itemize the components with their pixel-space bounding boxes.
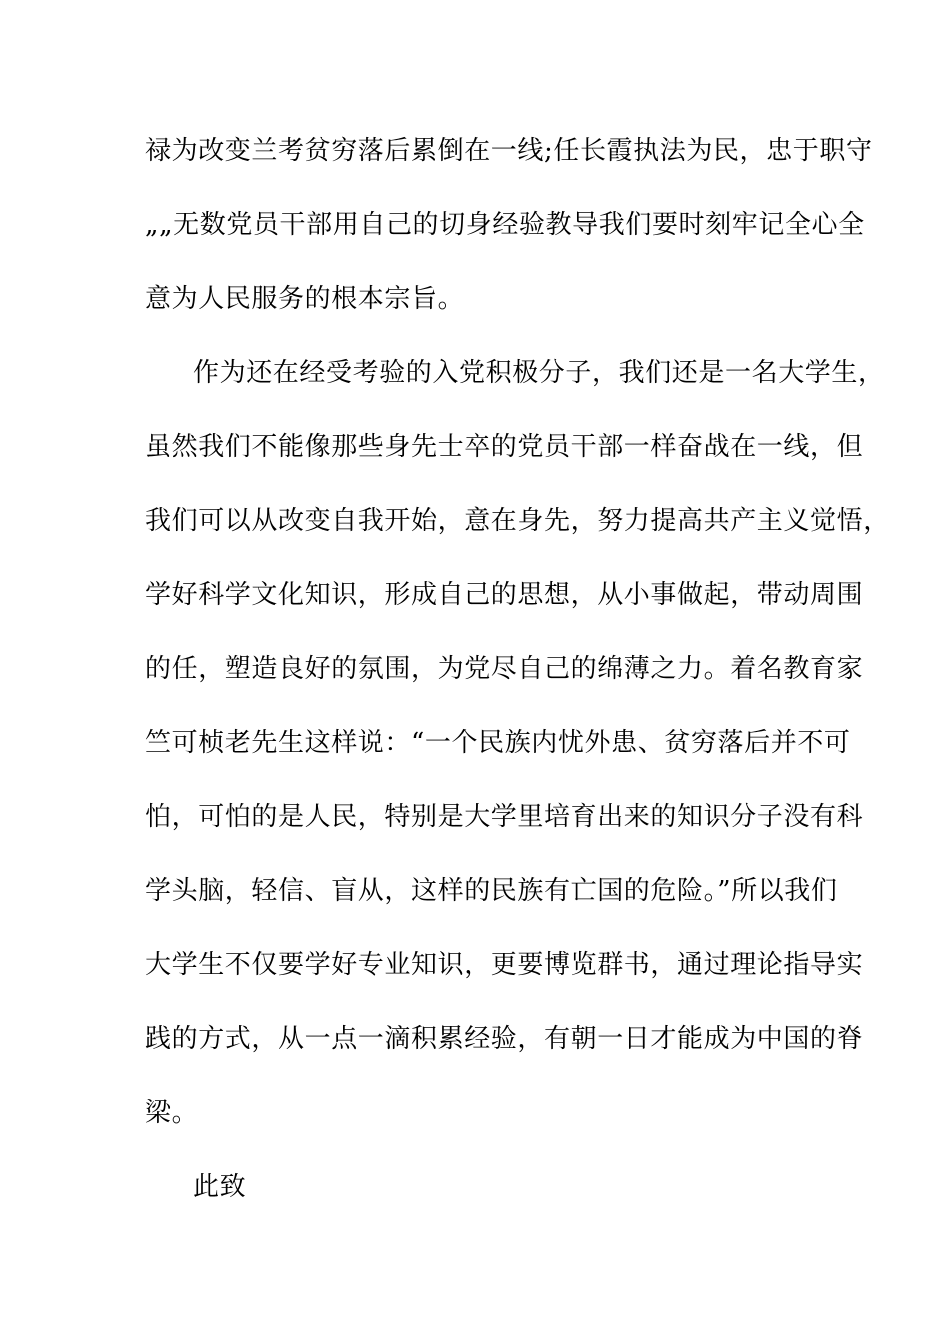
text-line-3: 意为人民服务的根本宗旨。 [145, 284, 465, 314]
closing-line: 此致 [193, 1172, 247, 1202]
text-line-13: 践的方式，从一点一滴积累经验，有朝一日才能成为中国的脊 [145, 1024, 864, 1054]
text-line-7: 学好科学文化知识，形成自己的思想，从小事做起，带动周围 [145, 580, 864, 610]
text-line-12: 大学生不仅要学好专业知识，更要博览群书，通过理论指导实 [145, 950, 864, 980]
document-body [145, 126, 890, 1236]
text-line-14: 梁。 [145, 1098, 199, 1128]
text-line-4: 作为还在经受考验的入党积极分子，我们还是一名大学生， [193, 358, 885, 388]
text-line-10: 怕，可怕的是人民，特别是大学里培育出来的知识分子没有科 [145, 802, 864, 832]
text-line-8: 的任，塑造良好的氛围，为党尽自己的绵薄之力。着名教育家 [145, 654, 864, 684]
text-line-11: 学头脑，轻信、盲从，这样的民族有亡国的危险。”所以我们 [145, 876, 838, 906]
text-line-5: 虽然我们不能像那些身先士卒的党员干部一样奋战在一线，但 [145, 432, 864, 462]
text-line-1: 禄为改变兰考贫穷落后累倒在一线;任长霞执法为民，忠于职守 [145, 136, 873, 166]
text-line-2: „„无数党员干部用自己的切身经验教导我们要时刻牢记全心全 [145, 210, 865, 240]
text-line-9: 竺可桢老先生这样说：“一个民族内忧外患、贫穷落后并不可 [145, 728, 851, 758]
text-line-6: 我们可以从改变自我开始，意在身先，努力提高共产主义觉悟， [145, 506, 890, 536]
